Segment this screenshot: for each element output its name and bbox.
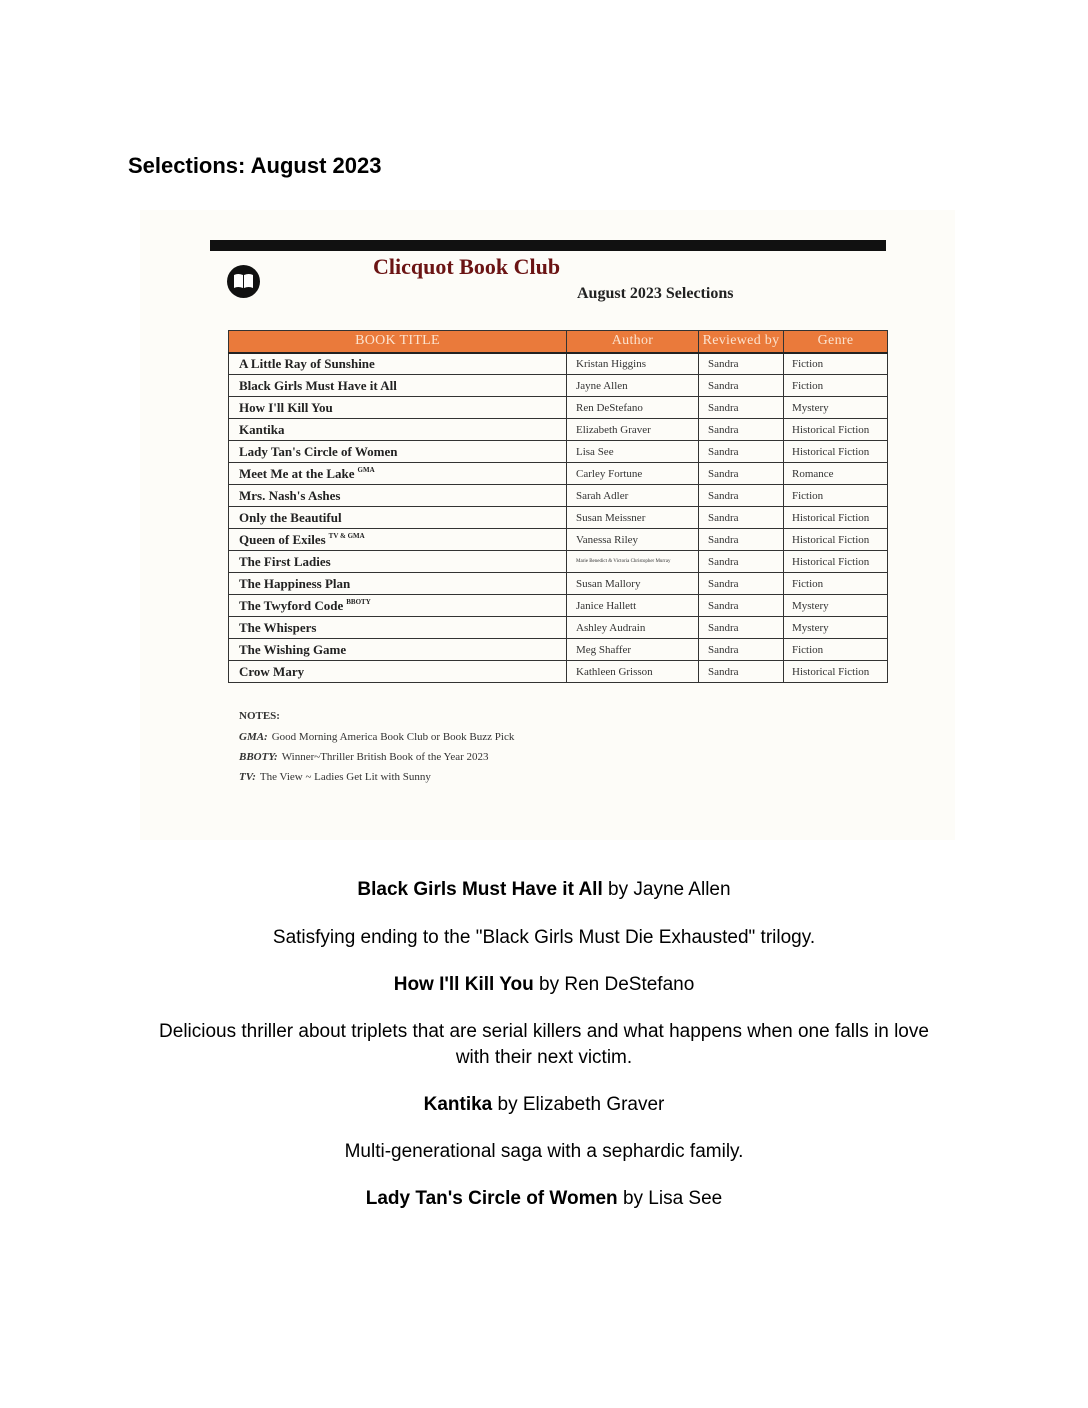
reviewer-cell: Sandra [699, 595, 784, 617]
review-author: by Jayne Allen [608, 879, 731, 900]
table-row [229, 353, 888, 375]
review-heading [0, 972, 1088, 998]
genre-cell: Historical Fiction [784, 441, 888, 463]
reviewer-cell: Sandra [699, 617, 784, 639]
author-cell: Marie Benedict & Victoria Christopher Murray [567, 551, 699, 573]
reviewer-cell: Sandra [699, 551, 784, 573]
book-title: The First Ladies [239, 553, 331, 569]
book-title: How I'll Kill You [239, 399, 333, 415]
genre-cell: Historical Fiction [784, 419, 888, 441]
club-name: Clicquot Book Club [373, 254, 561, 279]
book-title: Lady Tan's Circle of Women [239, 443, 398, 459]
book-title: The Happiness Plan [239, 575, 351, 591]
column-header-reviewer: Reviewed by [699, 331, 784, 353]
author-cell: Carley Fortune [567, 463, 699, 485]
book-title-cell [229, 639, 567, 661]
author-cell: Sarah Adler [567, 485, 699, 507]
author-cell: Lisa See [567, 441, 699, 463]
table-row [229, 661, 888, 683]
book-title: Meet Me at the Lake [239, 465, 355, 481]
note-tv [239, 771, 514, 783]
reviewer-cell: Sandra [699, 397, 784, 419]
book-tag: GMA [357, 465, 375, 474]
table-row [229, 573, 888, 595]
book-title-cell [229, 463, 567, 485]
author-cell: Kristan Higgins [567, 353, 699, 375]
genre-cell: Historical Fiction [784, 529, 888, 551]
column-header-genre: Genre [784, 331, 888, 353]
author-cell: Susan Mallory [567, 573, 699, 595]
book-title: Crow Mary [239, 663, 305, 679]
book-title-cell [229, 375, 567, 397]
table-row [229, 639, 888, 661]
genre-cell: Historical Fiction [784, 661, 888, 683]
table-row [229, 507, 888, 529]
table-row [229, 551, 888, 573]
book-title-cell [229, 441, 567, 463]
open-book-icon [227, 265, 260, 298]
genre-cell: Historical Fiction [784, 551, 888, 573]
reviewer-cell: Sandra [699, 353, 784, 375]
author-cell: Ashley Audrain [567, 617, 699, 639]
reviewer-cell: Sandra [699, 375, 784, 397]
review-book-title: Black Girls Must Have it All [357, 879, 603, 900]
author-cell: Elizabeth Graver [567, 419, 699, 441]
table-header-row [229, 331, 888, 353]
reviewer-cell: Sandra [699, 573, 784, 595]
book-title: Black Girls Must Have it All [239, 377, 397, 393]
table-row [229, 441, 888, 463]
book-title-cell [229, 419, 567, 441]
author-cell: Meg Shaffer [567, 639, 699, 661]
review-heading [0, 1092, 1088, 1118]
author-cell: Ren DeStefano [567, 397, 699, 419]
genre-cell: Romance [784, 463, 888, 485]
table-row [229, 595, 888, 617]
book-title: The Wishing Game [239, 641, 347, 657]
review-heading [0, 877, 1088, 903]
genre-cell: Fiction [784, 353, 888, 375]
book-title: A Little Ray of Sunshine [239, 355, 375, 371]
book-title: The Twyford Code [239, 597, 344, 613]
review-summary: Delicious thriller about triplets that are serial killers and what happens when one falls in love [159, 1021, 929, 1042]
table-row [229, 529, 888, 551]
review-summary: Satisfying ending to the "Black Girls Must Die Exhausted" trilogy. [272, 927, 816, 948]
review-heading [0, 1186, 1088, 1212]
column-header-title: BOOK TITLE [229, 331, 567, 353]
reviewer-cell: Sandra [699, 441, 784, 463]
table-row [229, 485, 888, 507]
genre-cell: Fiction [784, 573, 888, 595]
reviewer-cell: Sandra [699, 529, 784, 551]
reviewer-cell: Sandra [699, 661, 784, 683]
genre-cell: Fiction [784, 639, 888, 661]
genre-cell: Mystery [784, 617, 888, 639]
note-text: Winner~Thriller British Book of the Year 2023 [281, 751, 489, 763]
book-title-cell [229, 529, 567, 551]
review-summary: Multi-generational saga with a sephardic family. [344, 1141, 744, 1162]
book-title-cell [229, 551, 567, 573]
review-book-title: Kantika [423, 1094, 493, 1115]
review-summary: with their next victim. [455, 1047, 633, 1068]
book-title: Kantika [239, 421, 285, 437]
book-tag: BBOTY [346, 597, 371, 606]
book-title-cell [229, 485, 567, 507]
book-title-cell [229, 661, 567, 683]
book-title-cell [229, 353, 567, 375]
book-title-cell [229, 397, 567, 419]
table-row [229, 419, 888, 441]
author-cell: Susan Meissner [567, 507, 699, 529]
header-bar [210, 240, 886, 251]
book-title: The Whispers [239, 619, 317, 635]
reviewer-cell: Sandra [699, 639, 784, 661]
note-key: TV: [239, 771, 256, 783]
table-row [229, 463, 888, 485]
reviewer-cell: Sandra [699, 507, 784, 529]
book-title: Mrs. Nash's Ashes [239, 487, 341, 503]
note-gma [239, 731, 514, 743]
notes-heading: NOTES: [239, 710, 280, 722]
column-header-author: Author [567, 331, 699, 353]
genre-cell: Fiction [784, 375, 888, 397]
review-book-title: How I'll Kill You [393, 974, 534, 995]
review-book-title: Lady Tan's Circle of Women [365, 1188, 618, 1209]
note-bboty [239, 751, 514, 763]
author-cell: Janice Hallett [567, 595, 699, 617]
note-key: BBOTY: [239, 751, 278, 763]
reviewer-cell: Sandra [699, 419, 784, 441]
book-club-flyer-image [140, 210, 955, 840]
review-author: by Lisa See [622, 1188, 723, 1209]
note-text: The View ~ Ladies Get Lit with Sunny [259, 771, 431, 783]
selections-table [228, 330, 888, 683]
author-cell: Kathleen Grisson [567, 661, 699, 683]
book-title-cell [229, 573, 567, 595]
book-title: Queen of Exiles [239, 531, 326, 547]
note-text: Good Morning America Book Club or Book Buzz Pick [271, 731, 515, 743]
reviewer-cell: Sandra [699, 485, 784, 507]
genre-cell: Fiction [784, 485, 888, 507]
table-row [229, 397, 888, 419]
note-key: GMA: [239, 731, 268, 743]
review-author: by Elizabeth Graver [497, 1094, 665, 1115]
review-author: by Ren DeStefano [539, 974, 695, 995]
book-title-cell [229, 507, 567, 529]
table-row [229, 617, 888, 639]
flyer-subtitle: August 2023 Selections [577, 285, 734, 302]
author-cell: Jayne Allen [567, 375, 699, 397]
table-row [229, 375, 888, 397]
book-title-cell [229, 617, 567, 639]
author-cell: Vanessa Riley [567, 529, 699, 551]
genre-cell: Mystery [784, 397, 888, 419]
genre-cell: Historical Fiction [784, 507, 888, 529]
notes-section [239, 710, 514, 791]
page-title: Selections: August 2023 [128, 153, 382, 178]
book-tag: TV & GMA [328, 531, 365, 540]
genre-cell: Mystery [784, 595, 888, 617]
book-title: Only the Beautiful [239, 509, 342, 525]
reviewer-cell: Sandra [699, 463, 784, 485]
book-title-cell [229, 595, 567, 617]
